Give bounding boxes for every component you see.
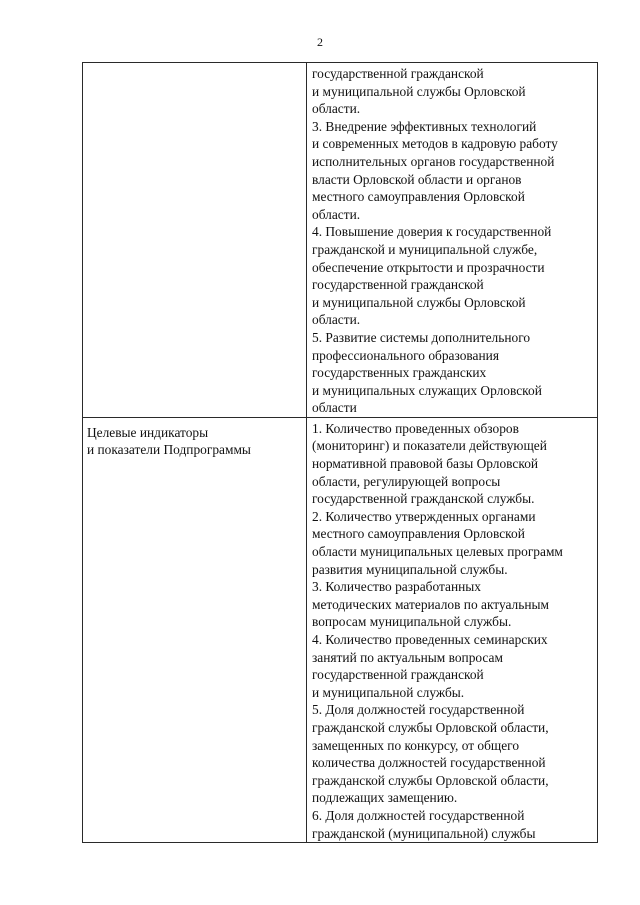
text-line: области. (312, 101, 361, 117)
text-line: развития муниципальной службы. (312, 561, 508, 577)
text-line: государственной гражданской (312, 66, 484, 81)
indicators-content-cell (307, 417, 598, 842)
row1-left-lines (83, 63, 306, 69)
row1-content-cell (307, 63, 598, 418)
text-line: государственных гражданских (312, 365, 487, 381)
text-line: подлежащих замещению. (312, 790, 458, 806)
text-line: гражданской службы Орловской области, (312, 772, 549, 788)
text-line: и муниципальной службы. (312, 684, 465, 700)
text-line: области. (312, 206, 361, 222)
row1-right-lines (307, 63, 597, 417)
text-line: области (312, 400, 357, 416)
text-line: 3. Количество разработанных (312, 579, 481, 595)
table-row (83, 63, 598, 418)
row2-right-lines (307, 418, 597, 842)
text-line: области, регулирующей вопросы (312, 473, 501, 489)
text-line: 3. Внедрение эффективных технологий (312, 118, 537, 134)
text-line: вопросам муниципальной службы. (312, 614, 512, 630)
text-line: 5. Развитие системы дополнительного (312, 329, 531, 345)
text-line: 6. Доля должностей государственной (312, 807, 525, 823)
text-line: занятий по актуальным вопросам (312, 649, 503, 665)
text-line: государственной гражданской службы. (312, 491, 535, 507)
text-line: исполнительных органов государственной (312, 153, 555, 169)
text-line: профессионального образования (312, 347, 499, 363)
text-line: и муниципальных служащих Орловской (312, 382, 542, 398)
text-line: замещенных по конкурсу, от общего (312, 737, 520, 753)
text-line: и показатели Подпрограммы (87, 442, 251, 458)
text-line: и муниципальной службы Орловской (312, 83, 526, 99)
text-line: (мониторинг) и показатели действующей (312, 438, 547, 454)
text-line: гражданской (муниципальной) службы (312, 825, 536, 841)
text-line: власти Орловской области и органов (312, 171, 522, 187)
text-line: 1. Количество проведенных обзоров (312, 420, 519, 436)
text-line: и современных методов в кадровую работу (312, 136, 558, 152)
text-line: области муниципальных целевых программ (312, 544, 563, 560)
text-line: 5. Доля должностей государственной (312, 702, 525, 718)
text-line: методических материалов по актуальным (312, 596, 549, 612)
text-line: государственной гражданской (312, 667, 484, 683)
text-line: гражданской службы Орловской области, (312, 719, 549, 735)
indicators-label-cell (83, 417, 307, 842)
row1-label-cell (83, 63, 307, 418)
text-line: 4. Повышение доверия к государственной (312, 224, 552, 240)
program-passport-table (82, 62, 598, 843)
text-line: и муниципальной службы Орловской (312, 294, 526, 310)
text-line: местного самоуправления Орловской (312, 526, 525, 542)
text-line: местного самоуправления Орловской (312, 189, 525, 205)
row2-left-lines (83, 418, 306, 459)
text-line: области. (312, 312, 361, 328)
page-number: 2 (317, 35, 323, 49)
text-line: 2. Количество утвержденных органами (312, 508, 536, 524)
text-line: Целевые индикаторы (87, 424, 209, 440)
text-line: обеспечение открытости и прозрачности (312, 259, 545, 275)
text-line: количества должностей государственной (312, 755, 546, 771)
text-line: нормативной правовой базы Орловской (312, 456, 539, 472)
text-line: государственной гражданской (312, 277, 484, 293)
table-row (83, 417, 598, 842)
text-line: гражданской и муниципальной службе, (312, 241, 538, 257)
text-line: 4. Количество проведенных семинарских (312, 632, 548, 647)
